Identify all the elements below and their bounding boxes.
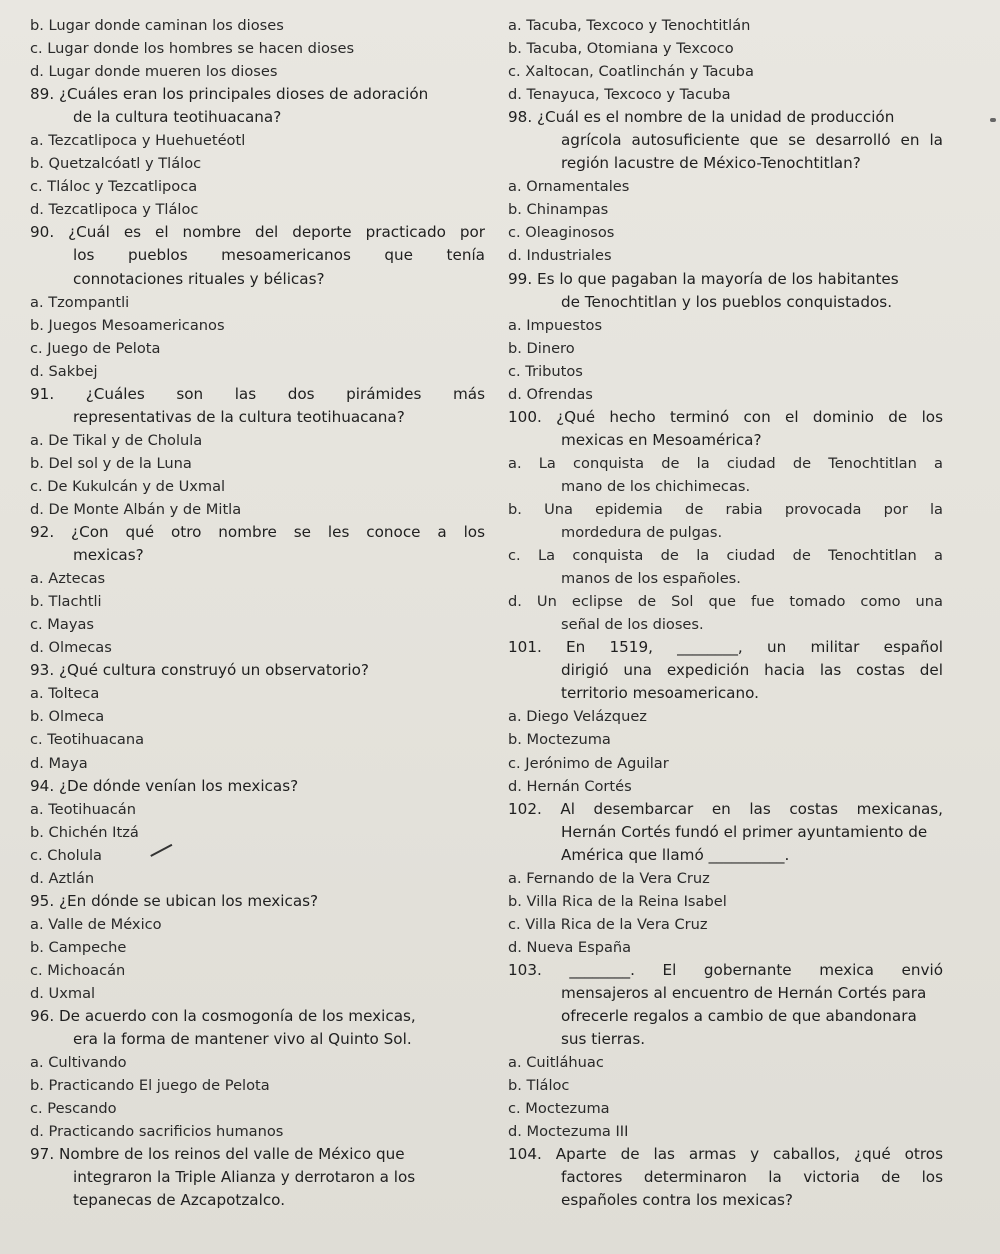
option-line: mordedura de pulgas.	[561, 524, 723, 542]
option-line: a. Valle de México	[30, 915, 162, 933]
option-line: a. Tacuba, Texcoco y Tenochtitlán	[508, 17, 751, 34]
option-line: d. Uxmal	[30, 984, 96, 1002]
question-continuation: españoles contra los mexicas?	[561, 1191, 793, 1210]
question-continuation: mexicas en Mesoamérica?	[561, 430, 762, 449]
option-line: b. Del sol y de la Luna	[30, 454, 192, 472]
question-continuation: integraron la Triple Alianza y derrotaron a los	[73, 1168, 416, 1187]
question-continuation: representativas de la cultura teotihuacana?	[73, 407, 405, 426]
option-line: d. Sakbej	[30, 362, 98, 380]
option-line: b. Tláloc	[508, 1077, 570, 1095]
option-line: b. Campeche	[30, 938, 127, 956]
question-continuation: territorio mesoamericano.	[561, 684, 759, 703]
option-line: b. Quetzalcóatl y Tláloc	[30, 155, 202, 173]
option-line: a. Ornamentales	[508, 178, 630, 196]
question-continuation: ofrecerle regalos a cambio de que abandonara	[561, 1007, 917, 1026]
option-line: b. Olmeca	[30, 708, 105, 726]
question-line: 95. ¿En dónde se ubican los mexicas?	[30, 891, 319, 910]
option-line: b. Practicando El juego de Pelota	[30, 1077, 270, 1095]
question-line: 100. ¿Qué hecho terminó con el dominio de los	[508, 407, 943, 426]
option-line: manos de los españoles.	[561, 570, 741, 588]
option-line: a. Diego Velázquez	[508, 708, 647, 726]
question-continuation: mensajeros al encuentro de Hernán Cortés para	[561, 983, 927, 1002]
option-line: c. Cholula	[30, 846, 102, 864]
question-continuation: connotaciones rituales y bélicas?	[73, 269, 325, 288]
option-line: a. La conquista de la ciudad de Tenochtitlan a	[508, 454, 943, 472]
option-line: a. Cultivando	[30, 1054, 127, 1072]
question-line: 102. Al desembarcar en las costas mexicanas,	[508, 799, 943, 818]
question-line: 98. ¿Cuál es el nombre de la unidad de producción	[508, 108, 895, 127]
question-line: 94. ¿De dónde venían los mexicas?	[30, 776, 299, 795]
option-line: a. Impuestos	[508, 316, 603, 334]
option-line: b. Villa Rica de la Reina Isabel	[508, 892, 727, 910]
option-line: a. Cuitláhuac	[508, 1054, 604, 1072]
option-line: c. Moctezuma	[508, 1100, 610, 1118]
option-line: d. Nueva España	[508, 938, 632, 956]
option-line: c. Jerónimo de Aguilar	[508, 754, 669, 772]
question-continuation: sus tierras.	[561, 1030, 646, 1049]
question-line: 90. ¿Cuál es el nombre del deporte practicado por	[30, 223, 485, 242]
option-line: b. Tlachtli	[30, 593, 102, 611]
option-line: c. Lugar donde los hombres se hacen dioses	[30, 40, 355, 58]
option-line: b. Dinero	[508, 339, 575, 357]
question-continuation: dirigió una expedición hacia las costas del	[561, 661, 943, 680]
option-line: d. Ofrendas	[508, 385, 593, 403]
ink-dot	[990, 118, 996, 122]
option-line: b. Chichén Itzá	[30, 823, 139, 841]
question-line: 104. Aparte de las armas y caballos, ¿qué otros	[508, 1145, 943, 1164]
option-line: d. Practicando sacrificios humanos	[30, 1123, 284, 1141]
option-line: c. Xaltocan, Coatlinchán y Tacuba	[508, 63, 754, 81]
option-line: señal de los dioses.	[561, 616, 704, 634]
option-line: d. Hernán Cortés	[508, 777, 632, 795]
option-line: b. Tacuba, Otomiana y Texcoco	[508, 40, 734, 58]
option-line: c. Mayas	[30, 616, 95, 634]
option-line: c. Villa Rica de la Vera Cruz	[508, 915, 708, 933]
option-line: c. De Kukulcán y de Uxmal	[30, 477, 226, 495]
question-continuation: era la forma de mantener vivo al Quinto Sol.	[73, 1030, 412, 1049]
option-line: d. Un eclipse de Sol que fue tomado como una	[508, 593, 943, 611]
option-line: c. Tributos	[508, 362, 583, 380]
question-continuation: mexicas?	[73, 546, 144, 565]
option-line: d. Tezcatlipoca y Tláloc	[30, 201, 199, 219]
option-line: d. De Monte Albán y de Mitla	[30, 500, 242, 518]
option-line: c. Juego de Pelota	[30, 339, 161, 357]
question-line: 91. ¿Cuáles son las dos pirámides más	[30, 384, 485, 403]
question-continuation: factores determinaron la victoria de los	[561, 1168, 943, 1187]
option-line: c. Tláloc y Tezcatlipoca	[30, 178, 198, 196]
question-line: 92. ¿Con qué otro nombre se les conoce a los	[30, 523, 485, 542]
question-line: 96. De acuerdo con la cosmogonía de los mexicas,	[30, 1007, 416, 1026]
option-line: c. Michoacán	[30, 961, 126, 979]
question-continuation: de la cultura teotihuacana?	[73, 108, 282, 127]
question-continuation: Hernán Cortés fundó el primer ayuntamiento de	[561, 822, 928, 841]
option-line: mano de los chichimecas.	[561, 477, 751, 495]
option-line: c. Teotihuacana	[30, 731, 145, 749]
question-line: 97. Nombre de los reinos del valle de México que	[30, 1145, 405, 1164]
option-line: b. Juegos Mesoamericanos	[30, 316, 225, 334]
option-line: d. Maya	[30, 754, 88, 772]
question-line: 103. ________. El gobernante mexica envió	[508, 960, 943, 979]
option-line: c. Oleaginosos	[508, 224, 615, 242]
option-line: a. Tzompantli	[30, 293, 130, 311]
option-line: a. Tezcatlipoca y Huehuetéotl	[30, 132, 246, 150]
option-line: a. Teotihuacán	[30, 800, 136, 818]
right-column	[508, 14, 943, 1212]
option-line: b. Chinampas	[508, 201, 609, 219]
question-line: 99. Es lo que pagaban la mayoría de los habitantes	[508, 269, 899, 288]
option-line: a. De Tikal y de Cholula	[30, 431, 203, 449]
option-line: b. Moctezuma	[508, 731, 611, 749]
question-continuation: agrícola autosuficiente que se desarrolló en la	[561, 131, 943, 150]
option-line: c. Pescando	[30, 1100, 117, 1118]
option-line: d. Moctezuma III	[508, 1123, 629, 1141]
option-line: b. Una epidemia de rabia provocada por la	[508, 500, 943, 518]
option-line: a. Aztecas	[30, 570, 106, 588]
option-line: d. Lugar donde mueren los dioses	[30, 63, 278, 81]
question-line: 93. ¿Qué cultura construyó un observatorio?	[30, 661, 369, 680]
question-continuation: América que llamó __________.	[561, 845, 790, 864]
left-column	[30, 14, 485, 1212]
option-line: d. Industriales	[508, 247, 612, 265]
option-line: d. Tenayuca, Texcoco y Tacuba	[508, 86, 731, 104]
option-line: d. Olmecas	[30, 639, 112, 657]
question-continuation: tepanecas de Azcapotzalco.	[73, 1191, 286, 1210]
question-line: 89. ¿Cuáles eran los principales dioses de adoración	[30, 85, 429, 104]
option-line: a. Fernando de la Vera Cruz	[508, 869, 710, 887]
question-continuation: los pueblos mesoamericanos que tenía	[73, 246, 485, 265]
option-line: a. Tolteca	[30, 685, 100, 703]
option-line: c. La conquista de la ciudad de Tenochtitlan a	[508, 547, 943, 565]
question-continuation: región lacustre de México-Tenochtitlan?	[561, 154, 861, 173]
option-line: b. Lugar donde caminan los dioses	[30, 17, 284, 34]
question-continuation: de Tenochtitlan y los pueblos conquistados.	[561, 292, 893, 311]
option-line: d. Aztlán	[30, 869, 95, 887]
question-line: 101. En 1519, ________, un militar español	[508, 638, 943, 657]
